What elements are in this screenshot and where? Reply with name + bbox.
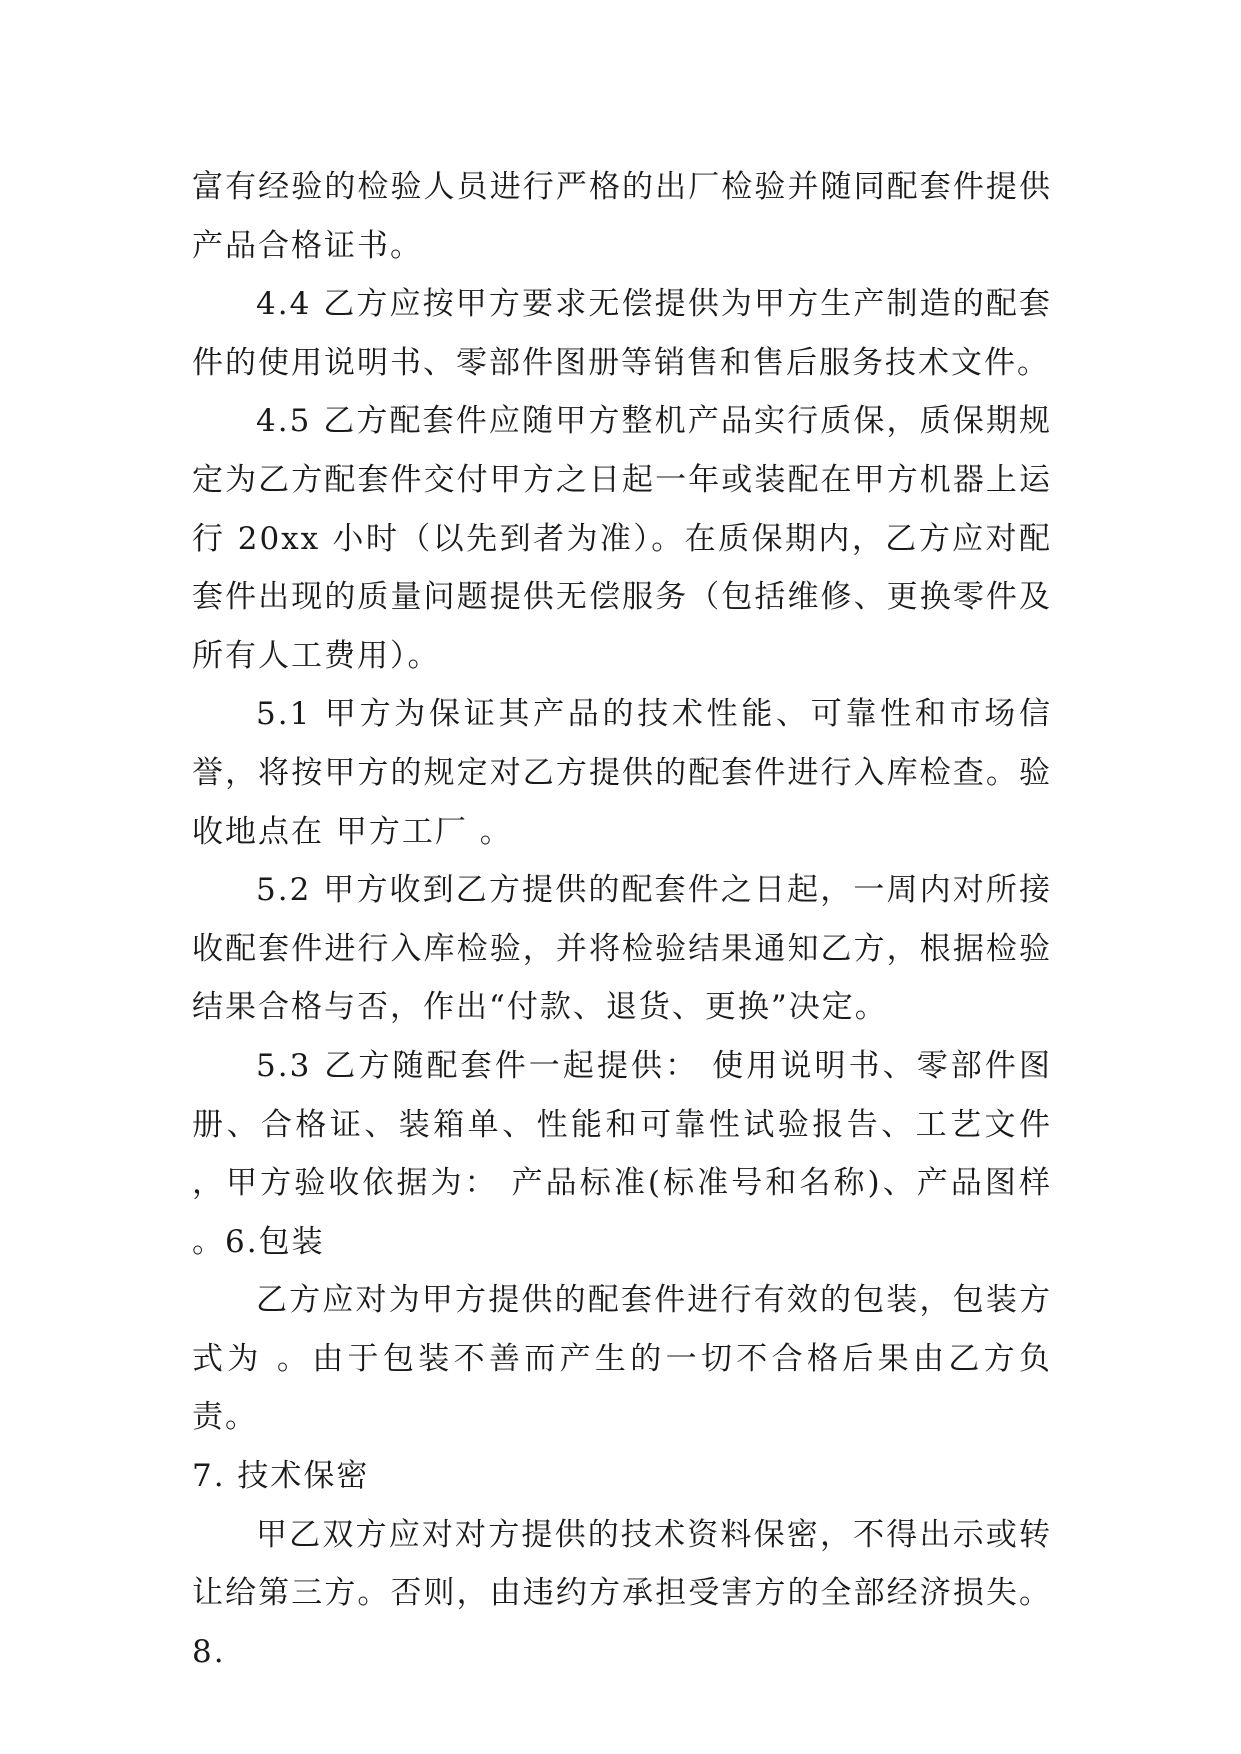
paragraph-4-5: 4.5 乙方配套件应随甲方整机产品实行质保，质保期规定为乙方配套件交付甲方之日起一年或装配在甲方机器上运行 20xx 小时（以先到者为准）。在质保期内，乙方应对配套件出现的质量问题提供无偿服务（包括维修、更换零件及所有人工费用）。 [192,403,1052,674]
paragraph-4-4: 4.4 乙方应按甲方要求无偿提供为甲方生产制造的配套件的使用说明书、零部件图册等销售和售后服务技术文件。 [192,286,1052,381]
paragraph-inspection-continued: 富有经验的检验人员进行严格的出厂检验并随同配套件提供产品合格证书。 [192,169,1052,264]
document-body [192,158,1052,1681]
section-heading-technical-confidentiality: 7. 技术保密 [192,1458,370,1495]
paragraph-5-2: 5.2 甲方收到乙方提供的配套件之日起，一周内对所接收配套件进行入库检验，并将检验结果通知乙方，根据检验结果合格与否，作出“付款、退货、更换”决定。 [192,872,1052,1026]
paragraph-5-3: 5.3 乙方随配套件一起提供： 使用说明书、零部件图册、合格证、装箱单、性能和可靠性试验报告、工艺文件 ，甲方验收依据为： 产品标准(标准号和名称)、产品图样 。6.包装 [192,1047,1052,1260]
paragraph-5-1: 5.1 甲方为保证其产品的技术性能、可靠性和市场信誉，将按甲方的规定对乙方提供的配套件进行入库检查。验收地点在 甲方工厂 。 [192,696,1052,850]
paragraph-packaging: 乙方应对为甲方提供的配套件进行有效的包装，包装方式为 。由于包装不善而产生的一切不合格后果由乙方负责。 [192,1282,1052,1436]
paragraph-confidentiality: 甲乙双方应对对方提供的技术资料保密，不得出示或转让给第三方。否则，由违约方承担受害方的全部经济损失。8. [192,1516,1052,1670]
